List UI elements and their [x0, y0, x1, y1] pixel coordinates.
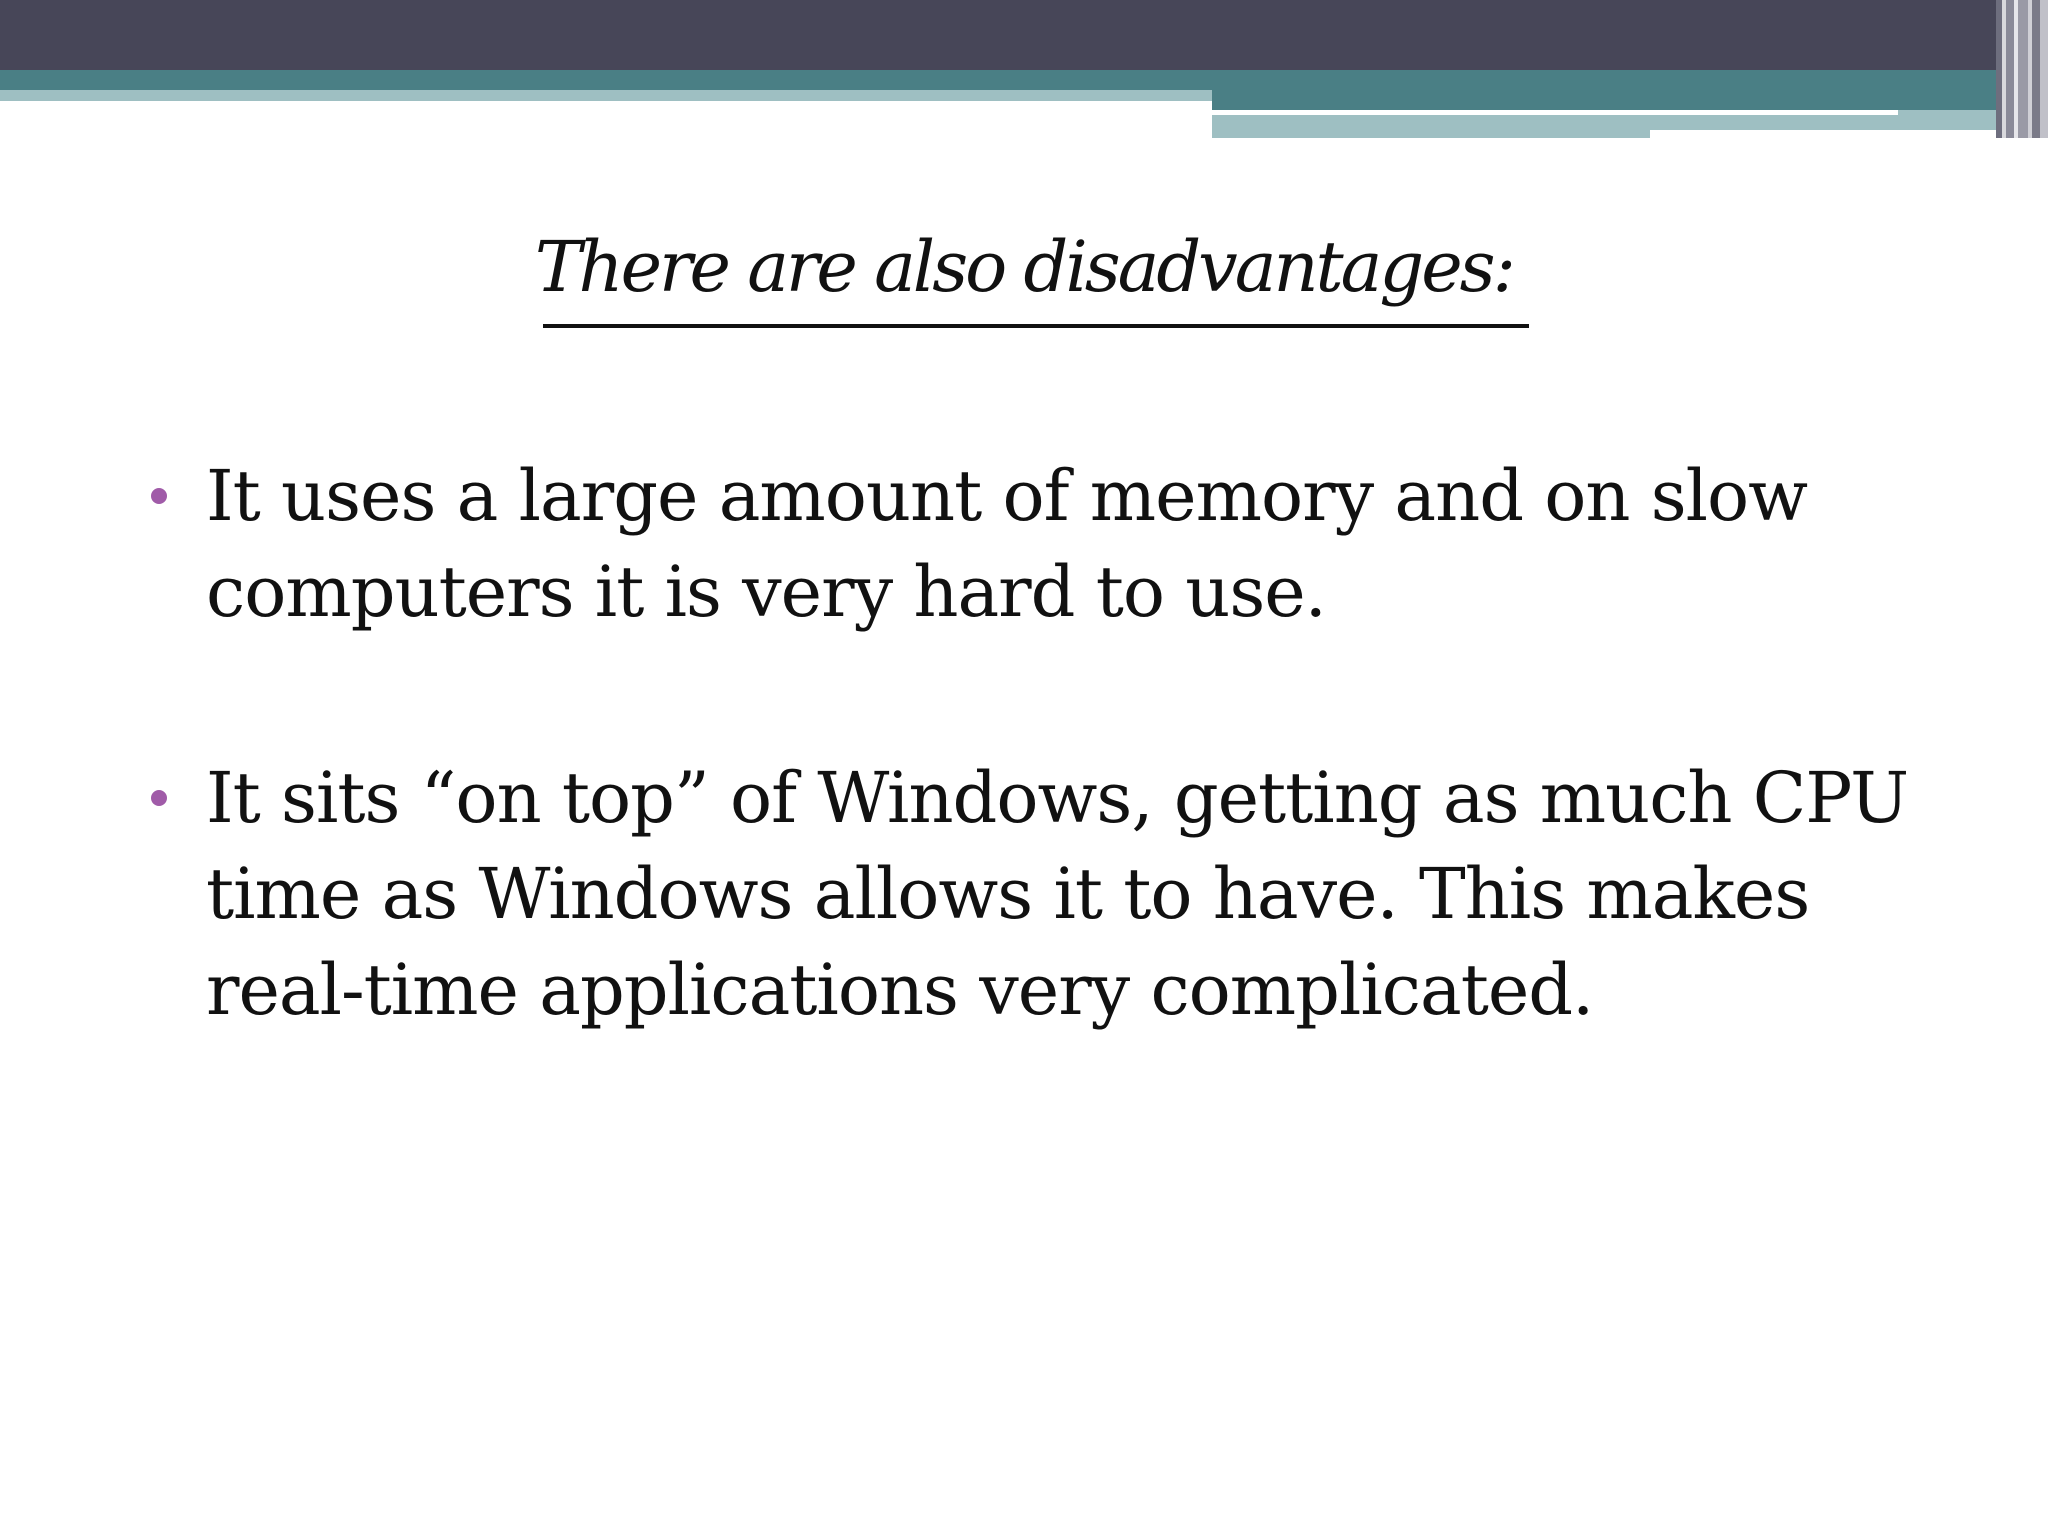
header-vertical-stripes: [1996, 0, 2048, 138]
header-teal-bar-right: [1212, 90, 2048, 110]
bullet-text: It uses a large amount of memory and on slow computers it is very hard to use.: [206, 455, 1808, 633]
header-white-gap: [1650, 130, 2048, 138]
header-teal-bar: [0, 70, 2048, 90]
header-dark-bar: [0, 0, 2048, 70]
bullet-item: [148, 750, 1928, 1038]
bullet-item: [148, 448, 1928, 640]
title-underline: [543, 324, 1529, 328]
header-white-line: [1212, 110, 1898, 115]
slide-title: There are also disadvantages:: [534, 226, 1514, 308]
bullet-list: [148, 448, 1928, 1038]
header-light-bar-left: [0, 90, 1212, 101]
bullet-text: It sits “on top” of Windows, getting as much CPU time as Windows allows it to have. This makes real-time applications very complicated.: [206, 757, 1909, 1031]
bullet-marker: [151, 488, 167, 504]
bullet-marker: [151, 790, 167, 806]
